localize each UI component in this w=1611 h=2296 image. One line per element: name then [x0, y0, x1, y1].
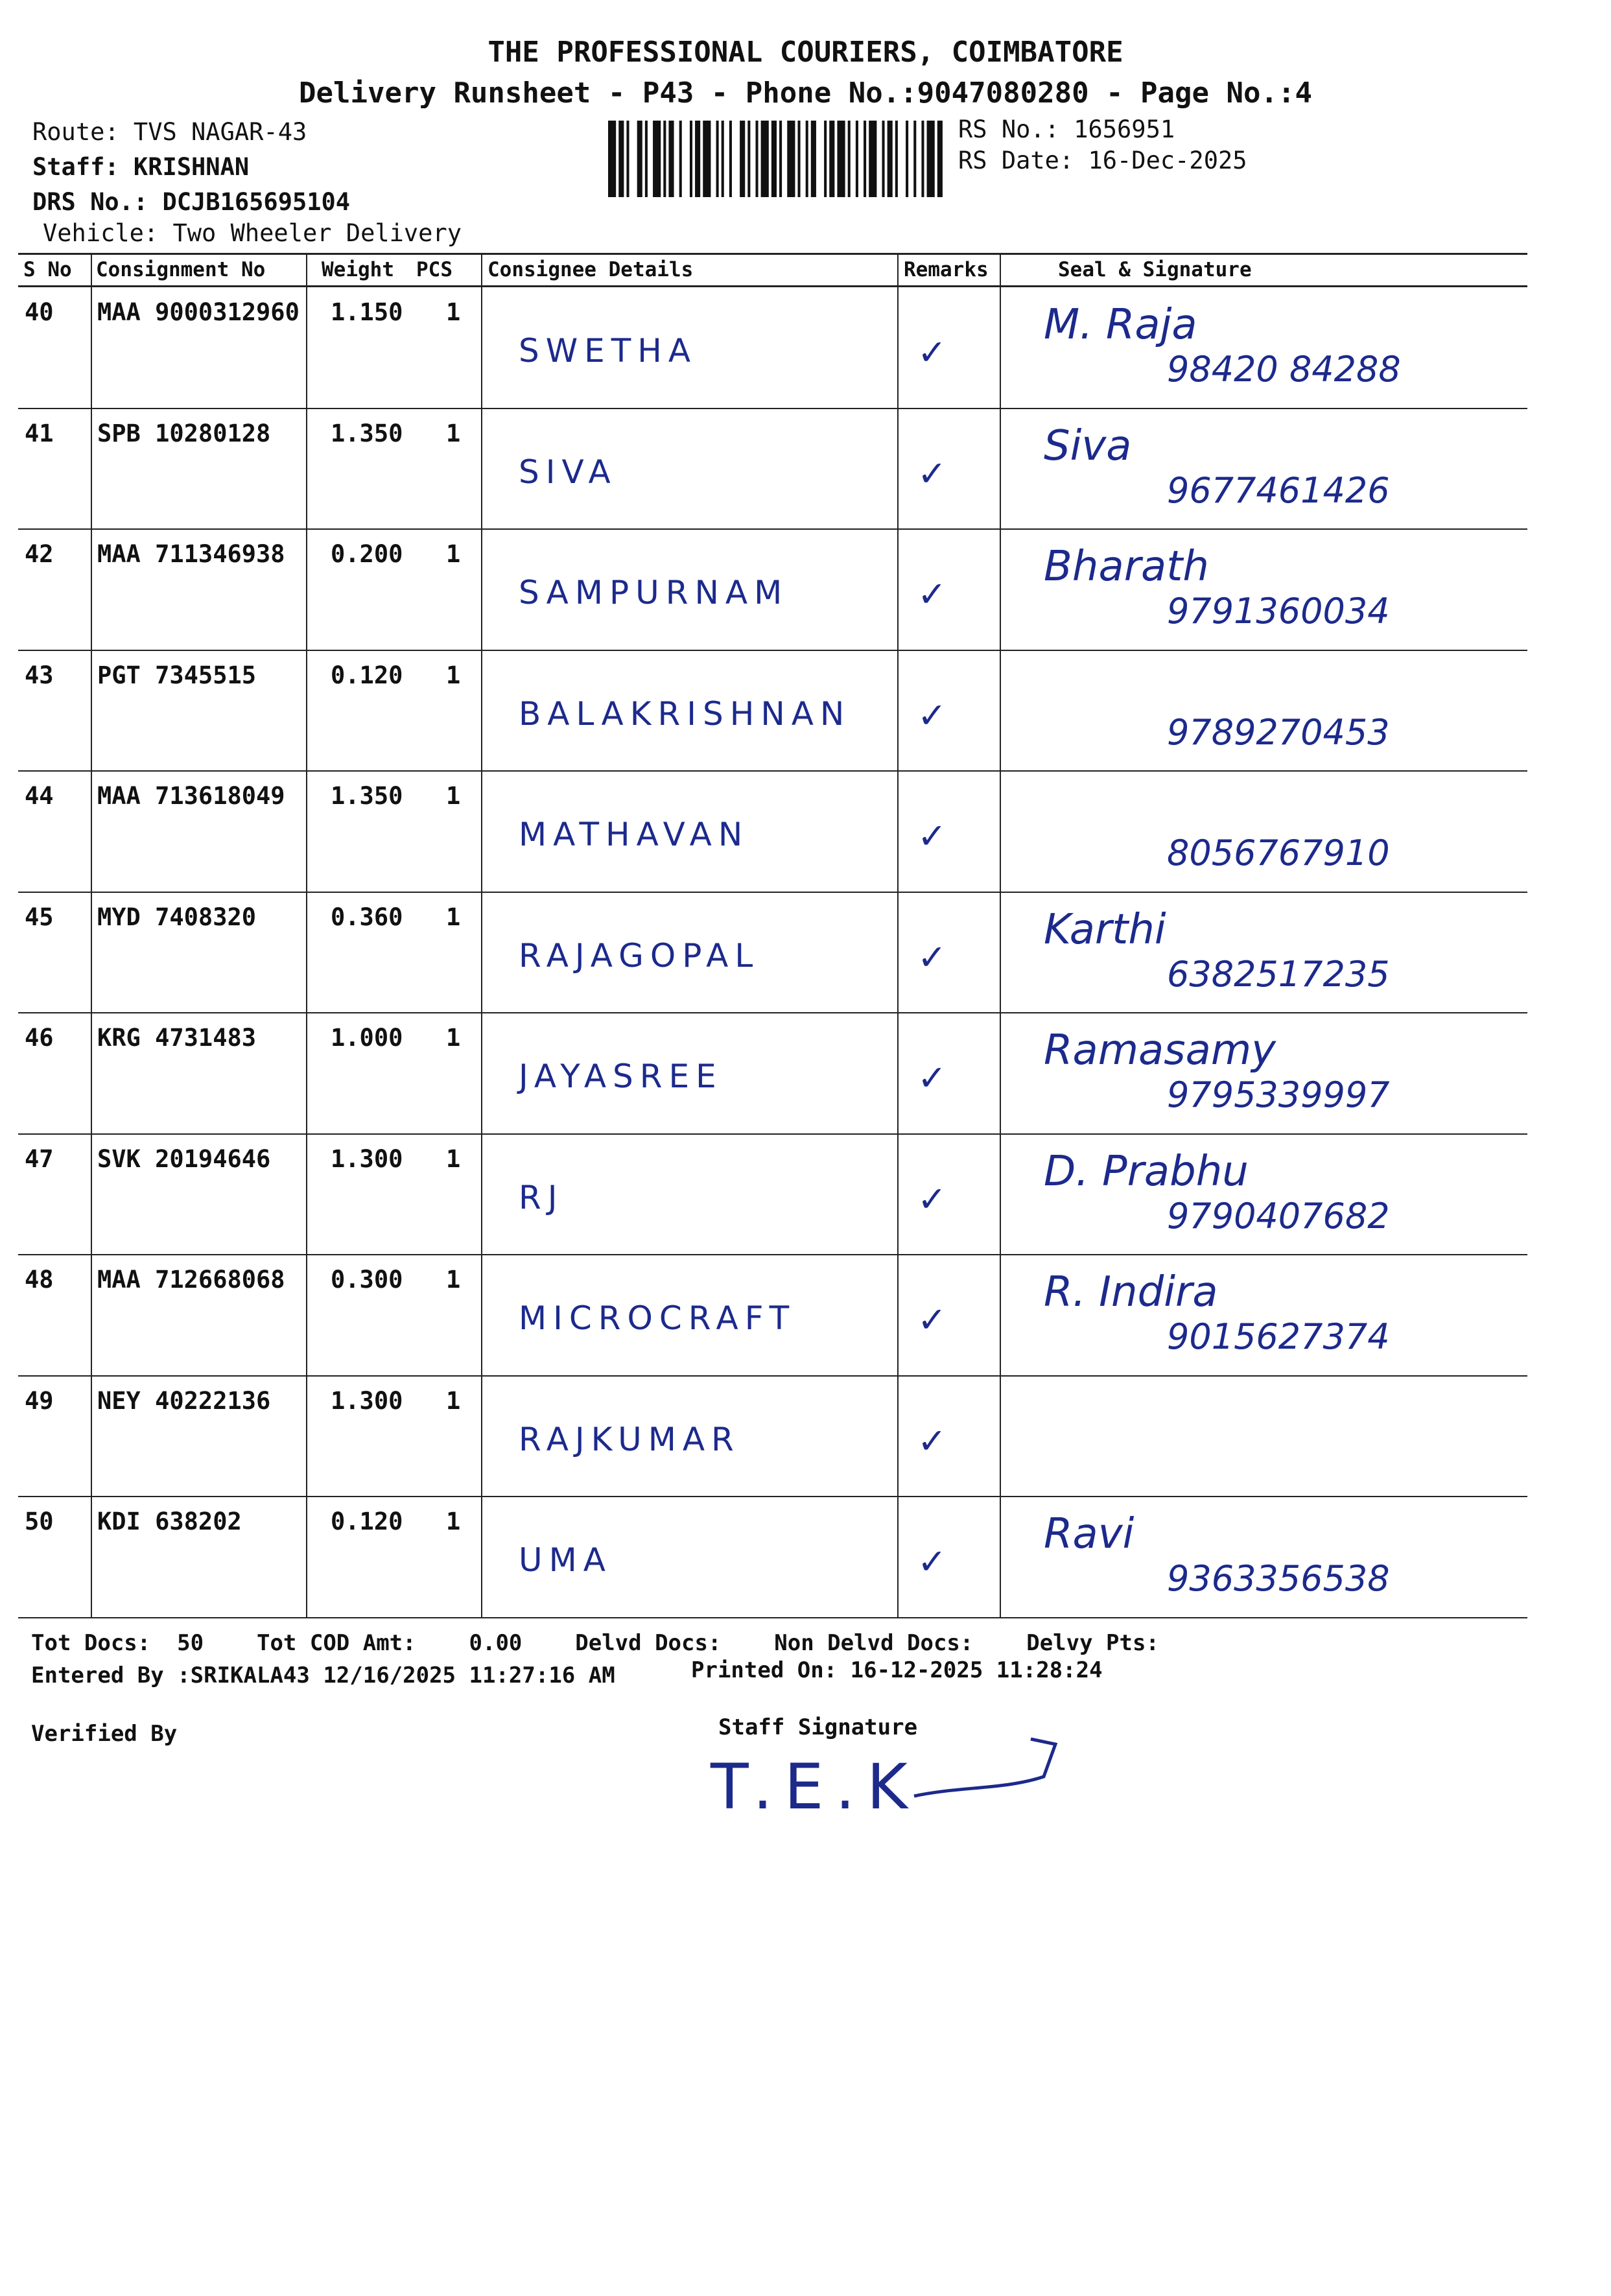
- row-weight: 0.120: [331, 1508, 403, 1535]
- table-row: [0, 408, 1611, 529]
- row-consignment-no: MYD 7408320: [97, 903, 257, 931]
- barcode-bar: [722, 121, 724, 197]
- row-signature: M. Raja: [1044, 301, 1197, 349]
- row-consignment-no: KRG 4731483: [97, 1024, 257, 1052]
- row-phone: 8056767910: [1167, 833, 1390, 873]
- row-remark-mark: ✓: [917, 1421, 947, 1462]
- barcode-bar: [864, 121, 866, 197]
- row-consignment-no: MAA 711346938: [97, 540, 285, 568]
- row-sno: 47: [25, 1145, 54, 1173]
- barcode-bar: [937, 121, 943, 197]
- row-weight: 0.120: [331, 661, 403, 689]
- row-pcs: 1: [446, 661, 461, 689]
- barcode-bar: [626, 121, 629, 197]
- barcode-bar: [608, 121, 616, 197]
- row-phone: 9789270453: [1167, 712, 1390, 753]
- row-signature: Ravi: [1044, 1510, 1135, 1558]
- barcode-bar: [729, 121, 732, 197]
- barcode-bar: [679, 121, 682, 197]
- row-weight: 1.300: [331, 1387, 403, 1415]
- row-signature: Ramasamy: [1044, 1026, 1276, 1074]
- barcode-bar: [882, 121, 885, 197]
- barcode-bar: [703, 121, 711, 197]
- table-row: [0, 1254, 1611, 1375]
- barcode-bar: [618, 121, 624, 197]
- barcode: [608, 121, 945, 197]
- rs-date: RS Date: 16-Dec-2025: [958, 147, 1247, 174]
- row-separator: [18, 1617, 1527, 1618]
- row-consignment-no: KDI 638202: [97, 1508, 242, 1535]
- barcode-bar: [895, 121, 898, 197]
- row-remark-mark: ✓: [917, 1179, 947, 1220]
- row-consignment-no: SPB 10280128: [97, 420, 271, 447]
- row-pcs: 1: [446, 782, 461, 810]
- row-phone: 9795339997: [1167, 1074, 1390, 1115]
- row-consignee-name: SIVA: [519, 453, 617, 491]
- barcode-bar: [798, 121, 801, 197]
- verified-by-label: Verified By: [31, 1721, 178, 1747]
- barcode-bar: [787, 121, 795, 197]
- barcode-bar: [888, 121, 893, 197]
- row-remark-mark: ✓: [917, 937, 947, 978]
- row-sno: 41: [25, 420, 54, 447]
- barcode-bar: [921, 121, 924, 197]
- row-pcs: 1: [446, 298, 461, 326]
- row-remark-mark: ✓: [917, 574, 947, 615]
- row-phone: 6382517235: [1167, 954, 1390, 995]
- drs-number: DRS No.: DCJB165695104: [32, 188, 351, 216]
- barcode-bar: [668, 121, 674, 197]
- row-pcs: 1: [446, 1508, 461, 1535]
- row-sno: 50: [25, 1508, 54, 1535]
- col-header-consignment: Consignment No: [96, 258, 266, 281]
- col-header-seal: Seal & Signature: [1058, 258, 1252, 281]
- barcode-bar: [653, 121, 661, 197]
- row-signature: D. Prabhu: [1044, 1148, 1249, 1196]
- row-remark-mark: ✓: [917, 332, 947, 373]
- row-signature: Karthi: [1044, 906, 1166, 954]
- staff-signature: T.E.K: [711, 1751, 919, 1823]
- row-consignee-name: MATHAVAN: [519, 816, 749, 853]
- barcode-bar: [913, 121, 916, 197]
- runsheet-subtitle: Delivery Runsheet - P43 - Phone No.:9047080280 - Page No.:4: [299, 77, 1312, 110]
- barcode-bar: [716, 121, 719, 197]
- barcode-bar: [747, 121, 750, 197]
- barcode-bar: [837, 121, 845, 197]
- row-consignment-no: MAA 713618049: [97, 782, 285, 810]
- staff-signature-stroke: [908, 1725, 1076, 1816]
- row-sno: 44: [25, 782, 54, 810]
- row-weight: 1.350: [331, 420, 403, 447]
- row-consignee-name: BALAKRISHNAN: [519, 695, 851, 733]
- row-phone: 9790407682: [1167, 1196, 1390, 1237]
- company-title: THE PROFESSIONAL COURIERS, COIMBATORE: [488, 36, 1123, 69]
- row-consignee-name: RAJKUMAR: [519, 1421, 740, 1458]
- table-row: [0, 892, 1611, 1013]
- row-weight: 1.150: [331, 298, 403, 326]
- row-consignment-no: SVK 20194646: [97, 1145, 271, 1173]
- row-remark-mark: ✓: [917, 453, 947, 494]
- col-header-remarks: Remarks: [904, 258, 989, 281]
- row-consignee-name: SAMPURNAM: [519, 574, 789, 611]
- row-phone: 98420 84288: [1167, 349, 1401, 390]
- row-consignment-no: PGT 7345515: [97, 661, 257, 689]
- row-sno: 40: [25, 298, 54, 326]
- row-weight: 1.300: [331, 1145, 403, 1173]
- col-header-consignee: Consignee Details: [488, 258, 694, 281]
- table-row: [0, 1496, 1611, 1617]
- table-row: [0, 770, 1611, 892]
- row-weight: 0.300: [331, 1266, 403, 1294]
- barcode-bar: [869, 121, 876, 197]
- barcode-bar: [663, 121, 666, 197]
- row-pcs: 1: [446, 540, 461, 568]
- row-remark-mark: ✓: [917, 1541, 947, 1582]
- barcode-bar: [637, 121, 642, 197]
- row-remark-mark: ✓: [917, 1299, 947, 1340]
- barcode-bar: [927, 121, 935, 197]
- row-consignee-name: JAYASREE: [519, 1058, 723, 1095]
- barcode-bar: [779, 121, 782, 197]
- row-remark-mark: ✓: [917, 1058, 947, 1098]
- table-row: [0, 1375, 1611, 1497]
- rs-number: RS No.: 1656951: [958, 115, 1175, 143]
- row-sno: 42: [25, 540, 54, 568]
- table-row: [0, 1012, 1611, 1133]
- staff: Staff: KRISHNAN: [32, 153, 250, 181]
- col-header-pcs: PCS: [416, 258, 453, 281]
- row-consignee-name: RAJAGOPAL: [519, 937, 760, 975]
- row-phone: 9363356538: [1167, 1558, 1390, 1599]
- row-signature: Bharath: [1044, 543, 1209, 591]
- barcode-bar: [824, 121, 827, 197]
- row-sno: 43: [25, 661, 54, 689]
- row-sno: 49: [25, 1387, 54, 1415]
- row-pcs: 1: [446, 1024, 461, 1052]
- row-consignee-name: RJ: [519, 1179, 564, 1216]
- row-phone: 9015627374: [1167, 1316, 1390, 1357]
- barcode-bar: [856, 121, 858, 197]
- row-signature: R. Indira: [1044, 1268, 1218, 1316]
- row-weight: 1.000: [331, 1024, 403, 1052]
- route: Route: TVS NAGAR-43: [32, 118, 307, 146]
- barcode-bar: [811, 121, 816, 197]
- barcode-bar: [848, 121, 851, 197]
- row-weight: 1.350: [331, 782, 403, 810]
- row-phone: 9791360034: [1167, 591, 1390, 632]
- barcode-bar: [829, 121, 834, 197]
- row-remark-mark: ✓: [917, 695, 947, 736]
- row-consignment-no: MAA 9000312960: [97, 298, 300, 326]
- row-weight: 0.360: [331, 903, 403, 931]
- footer-totals: Tot Docs: 50 Tot COD Amt: 0.00 Delvd Docs: Non Delvd Docs: Delvy Pts:: [31, 1630, 1159, 1656]
- barcode-bar: [761, 121, 769, 197]
- footer-entered-by: Entered By :SRIKALA43 12/16/2025 11:27:16 AM: [31, 1663, 615, 1688]
- row-signature: Siva: [1044, 422, 1132, 470]
- row-sno: 46: [25, 1024, 54, 1052]
- row-remark-mark: ✓: [917, 816, 947, 857]
- table-row: [0, 287, 1611, 408]
- vehicle: Vehicle: Two Wheeler Delivery: [43, 219, 462, 247]
- table-row: [0, 650, 1611, 771]
- row-pcs: 1: [446, 1145, 461, 1173]
- barcode-bar: [740, 121, 745, 197]
- barcode-bar: [806, 121, 808, 197]
- col-header-weight: Weight: [322, 258, 394, 281]
- row-pcs: 1: [446, 903, 461, 931]
- row-weight: 0.200: [331, 540, 403, 568]
- barcode-bar: [695, 121, 700, 197]
- row-sno: 45: [25, 903, 54, 931]
- row-consignee-name: MICROCRAFT: [519, 1299, 796, 1337]
- barcode-bar: [906, 121, 908, 197]
- barcode-bar: [771, 121, 777, 197]
- footer-printed-on: Printed On: 16-12-2025 11:28:24: [691, 1657, 1103, 1683]
- barcode-bar: [756, 121, 758, 197]
- row-consignment-no: NEY 40222136: [97, 1387, 271, 1415]
- staff-signature-label: Staff Signature: [718, 1714, 918, 1740]
- row-pcs: 1: [446, 1266, 461, 1294]
- row-sno: 48: [25, 1266, 54, 1294]
- row-consignee-name: SWETHA: [519, 332, 698, 370]
- row-phone: 9677461426: [1167, 470, 1390, 511]
- barcode-bar: [645, 121, 648, 197]
- row-pcs: 1: [446, 1387, 461, 1415]
- row-consignee-name: UMA: [519, 1541, 612, 1579]
- row-consignment-no: MAA 712668068: [97, 1266, 285, 1294]
- table-row: [0, 1133, 1611, 1255]
- col-header-sno: S No: [23, 258, 72, 281]
- table-top-rule: [18, 253, 1527, 255]
- table-row: [0, 528, 1611, 650]
- barcode-bar: [690, 121, 692, 197]
- row-pcs: 1: [446, 420, 461, 447]
